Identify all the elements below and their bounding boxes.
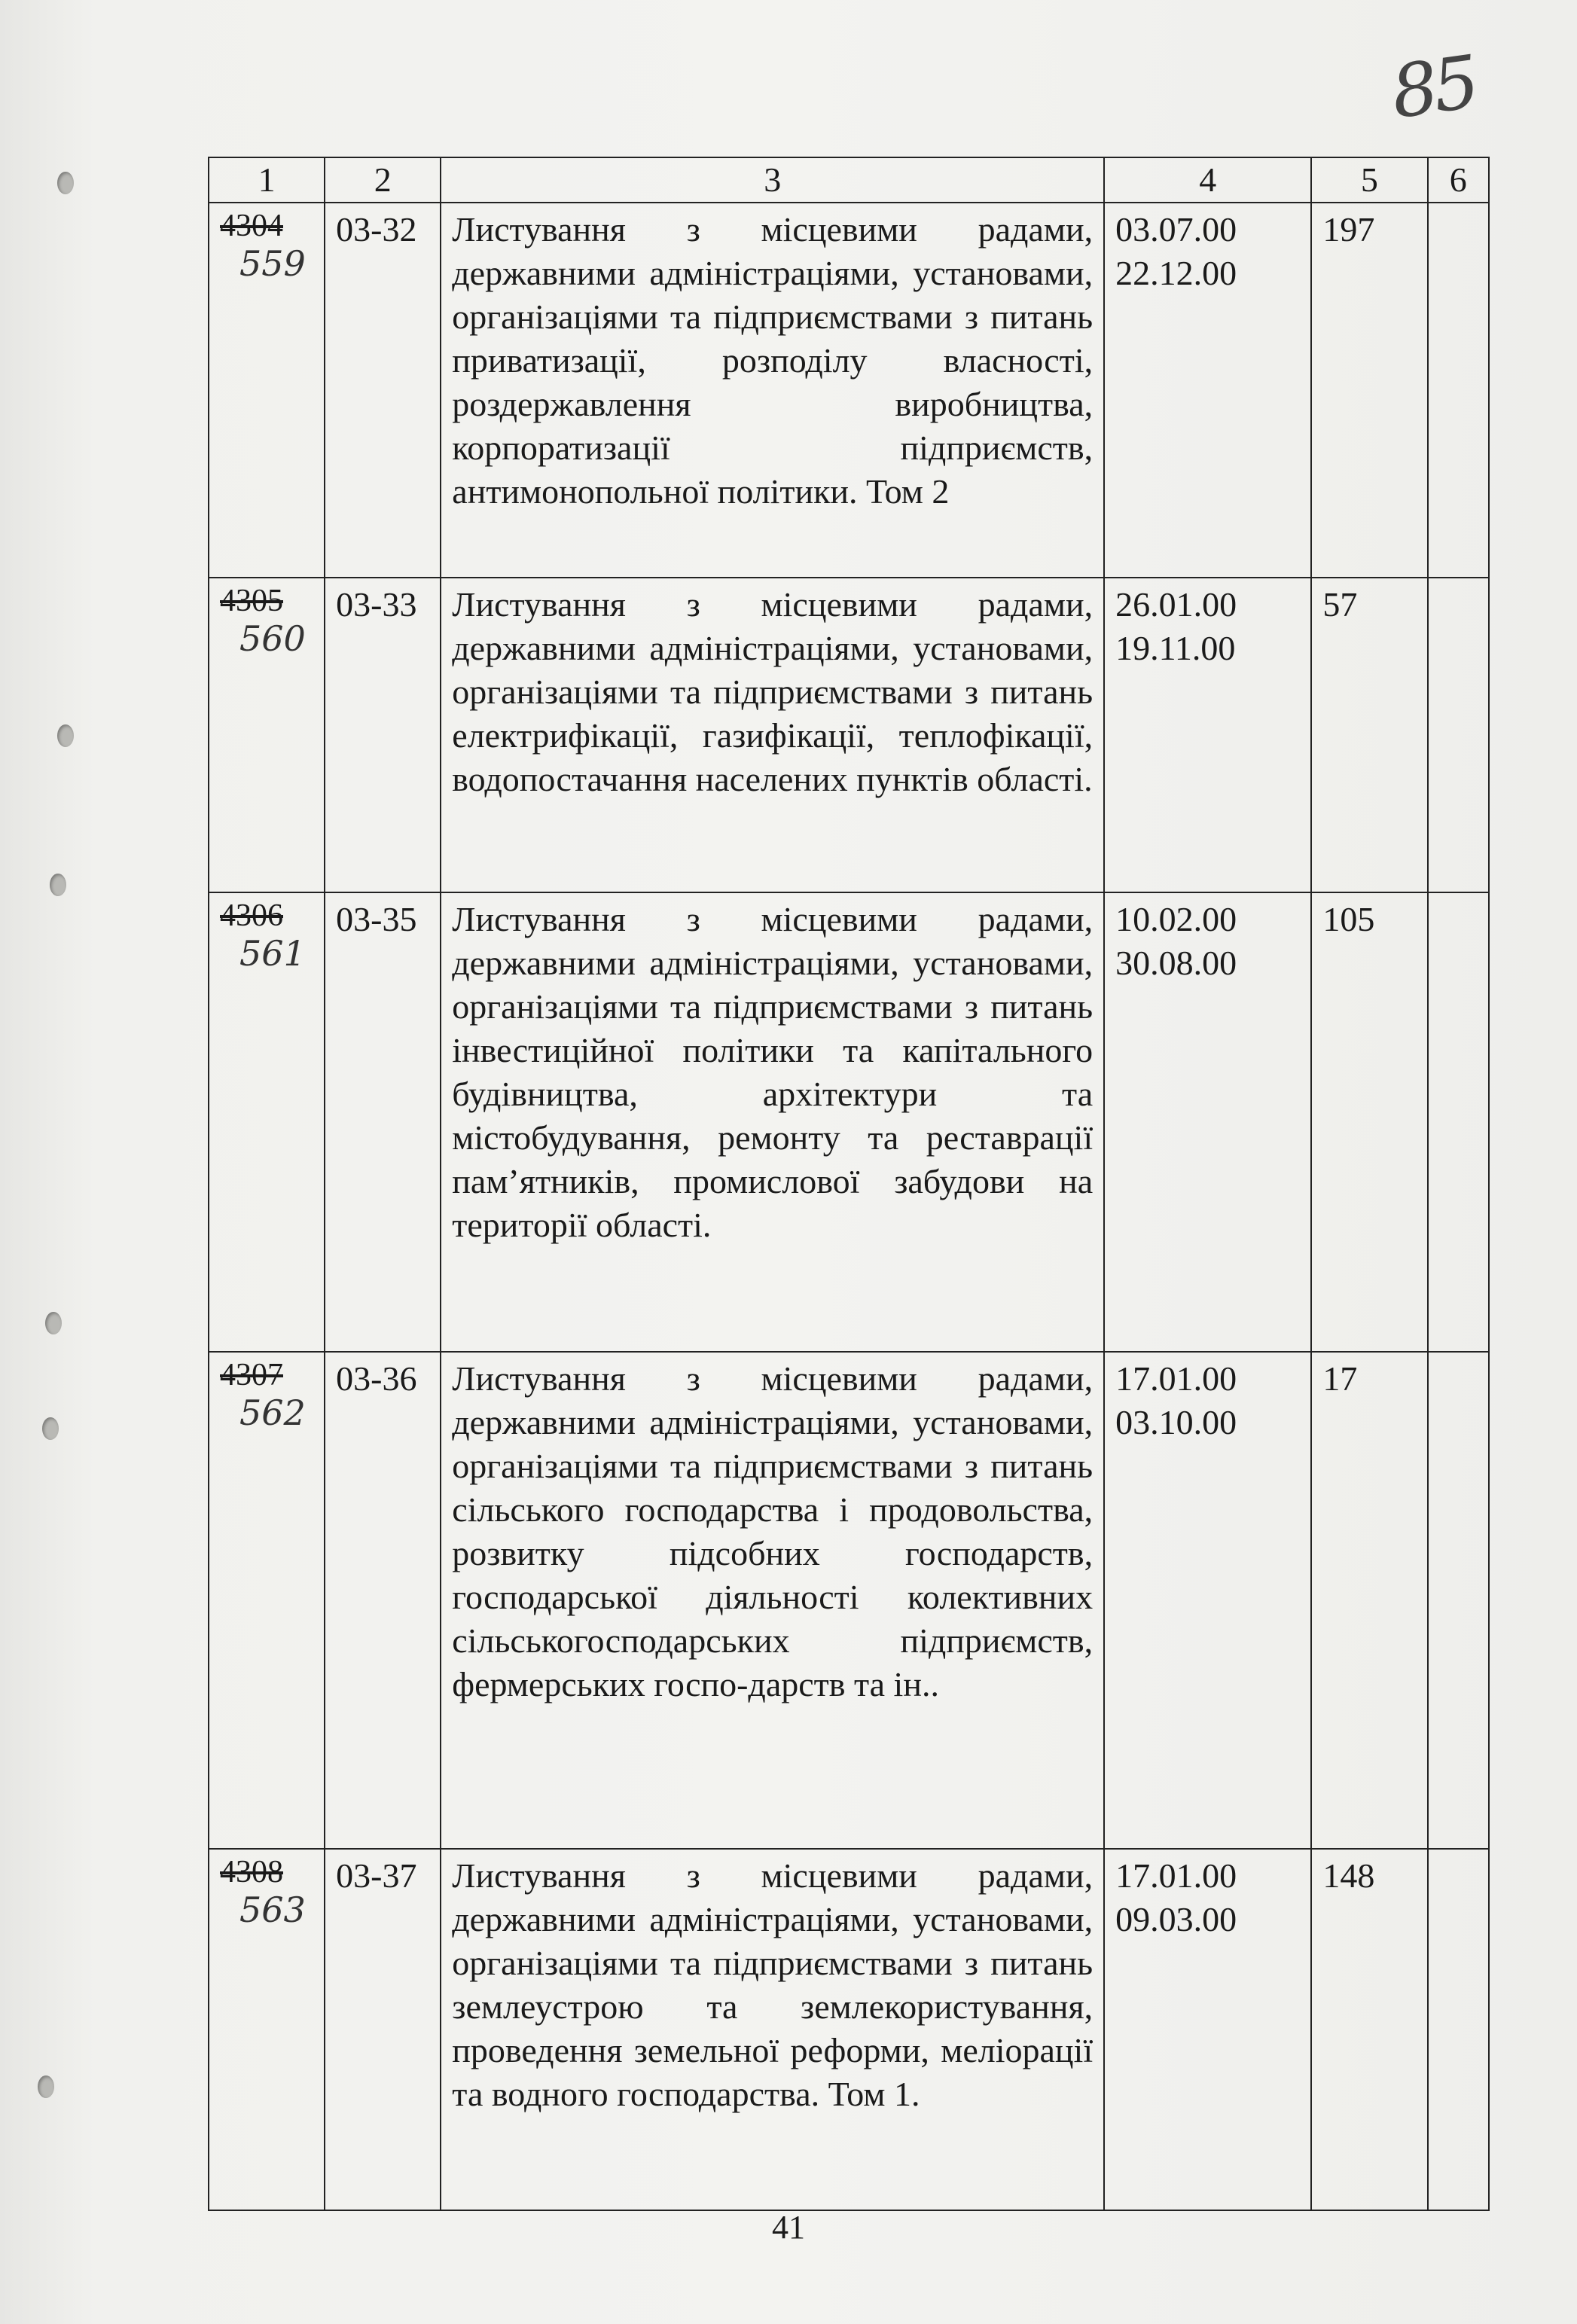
date-end: 22.12.00 xyxy=(1115,254,1237,292)
index-cell: 03-32 xyxy=(325,203,441,578)
handwritten-number: 563 xyxy=(239,1889,306,1930)
date-start: 10.02.00 xyxy=(1115,900,1237,938)
binding-hole xyxy=(50,874,66,896)
sheets-cell: 17 xyxy=(1311,1352,1427,1849)
column-header: 6 xyxy=(1428,157,1490,203)
dates-cell xyxy=(1104,203,1311,578)
handwritten-number: 562 xyxy=(239,1392,306,1433)
table-row xyxy=(209,578,1489,892)
crossed-out-number: 4308 xyxy=(220,1855,283,1889)
title-cell: Листування з місцевими радами, державними адміністраціями, установами, організаціями та підприємствами з питань електрифікації, газифікації, теплофікації, водопостачання населених пунктів області. xyxy=(441,578,1104,892)
date-start: 17.01.00 xyxy=(1115,1359,1237,1398)
column-header: 1 xyxy=(209,157,325,203)
column-header: 3 xyxy=(441,157,1104,203)
file-number-cell xyxy=(209,578,325,892)
file-number-cell xyxy=(209,1849,325,2210)
dates-cell xyxy=(1104,1352,1311,1849)
handwritten-page-number: 85 xyxy=(1386,39,1481,136)
column-header: 2 xyxy=(325,157,441,203)
table-header-row xyxy=(209,157,1489,203)
column-header: 4 xyxy=(1104,157,1311,203)
dates-cell xyxy=(1104,1849,1311,2210)
crossed-out-number: 4307 xyxy=(220,1358,283,1392)
column-header: 5 xyxy=(1311,157,1427,203)
title-cell: Листування з місцевими радами, державними адміністраціями, установами, організаціями та підприємствами з питань сільського господарства і продовольства, розвитку підсобних господарств, господарської діяльності колективних сільськогосподарських підприємств, фермерських госпо-дарств та ін.. xyxy=(441,1352,1104,1849)
date-end: 19.11.00 xyxy=(1115,629,1236,667)
handwritten-number: 559 xyxy=(239,243,306,284)
table-row xyxy=(209,1352,1489,1849)
index-cell: 03-33 xyxy=(325,578,441,892)
notes-cell xyxy=(1428,1849,1490,2210)
title-cell: Листування з місцевими радами, державними адміністраціями, установами, організаціями та підприємствами з питань інвестиційної політики та капітального будівництва, архітектури та містобудування, ремонту та реставрації пам’ятників, промислової забудови на території області. xyxy=(441,892,1104,1352)
notes-cell xyxy=(1428,1352,1490,1849)
notes-cell xyxy=(1428,892,1490,1352)
date-start: 03.07.00 xyxy=(1115,210,1237,249)
binding-hole xyxy=(45,1312,62,1334)
date-start: 17.01.00 xyxy=(1115,1856,1237,1895)
sheets-cell: 197 xyxy=(1311,203,1427,578)
sheets-cell: 148 xyxy=(1311,1849,1427,2210)
binding-hole xyxy=(38,2075,54,2098)
title-cell: Листування з місцевими радами, державними адміністраціями, установами, організаціями та підприємствами з питань приватизації, розподілу власності, роздержавлення виробництва, корпоратизації підприємств, антимонопольної політики. Том 2 xyxy=(441,203,1104,578)
sheets-cell: 105 xyxy=(1311,892,1427,1352)
crossed-out-number: 4305 xyxy=(220,584,283,618)
dates-cell xyxy=(1104,578,1311,892)
date-end: 09.03.00 xyxy=(1115,1900,1237,1938)
index-cell: 03-36 xyxy=(325,1352,441,1849)
handwritten-number: 561 xyxy=(239,933,306,974)
page-number: 41 xyxy=(772,2209,805,2246)
date-end: 30.08.00 xyxy=(1115,944,1237,982)
table-row xyxy=(209,203,1489,578)
table-row xyxy=(209,1849,1489,2210)
crossed-out-number: 4304 xyxy=(220,209,283,243)
file-number-cell xyxy=(209,1352,325,1849)
register-table xyxy=(208,157,1490,2211)
table-row xyxy=(209,892,1489,1352)
date-end: 03.10.00 xyxy=(1115,1403,1237,1441)
file-number-cell xyxy=(209,892,325,1352)
notes-cell xyxy=(1428,578,1490,892)
handwritten-number: 560 xyxy=(239,618,306,659)
notes-cell xyxy=(1428,203,1490,578)
binding-hole xyxy=(57,724,74,747)
dates-cell xyxy=(1104,892,1311,1352)
index-cell: 03-35 xyxy=(325,892,441,1352)
file-number-cell xyxy=(209,203,325,578)
title-cell: Листування з місцевими радами, державними адміністраціями, установами, організаціями та підприємствами з питань землеустрою та землекористування, проведення земельної реформи, меліорації та водного господарства. Том 1. xyxy=(441,1849,1104,2210)
binding-hole xyxy=(57,172,74,194)
crossed-out-number: 4306 xyxy=(220,898,283,933)
date-start: 26.01.00 xyxy=(1115,585,1237,624)
binding-hole xyxy=(42,1417,59,1440)
index-cell: 03-37 xyxy=(325,1849,441,2210)
sheets-cell: 57 xyxy=(1311,578,1427,892)
